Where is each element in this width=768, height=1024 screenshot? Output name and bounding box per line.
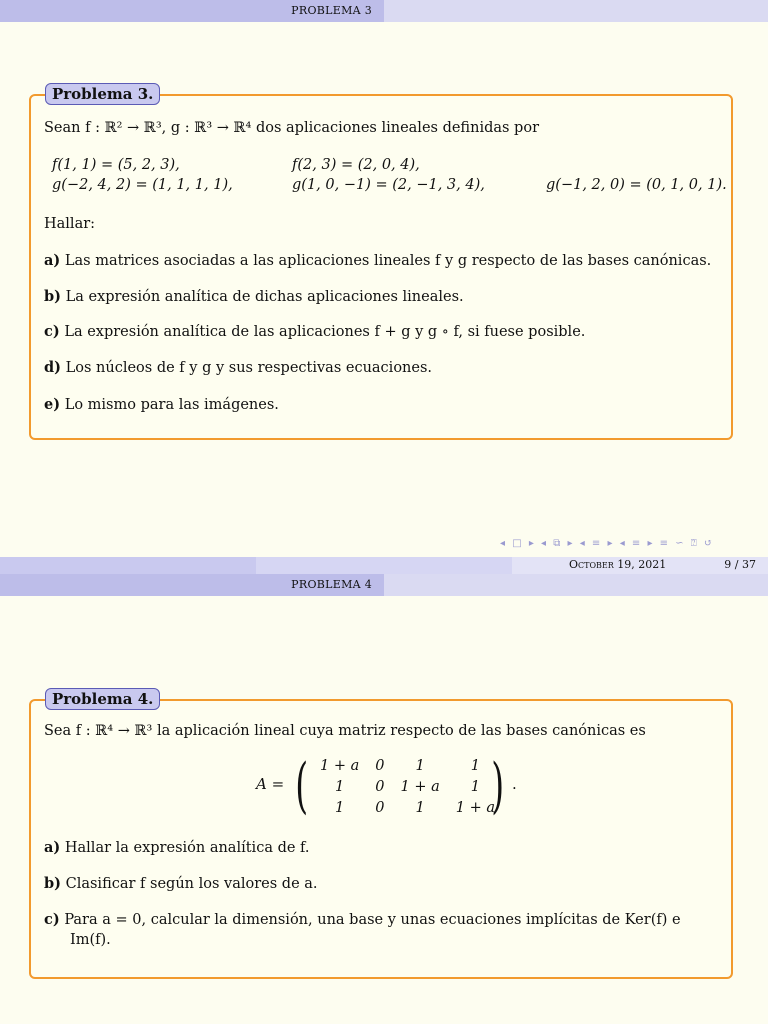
matrix-cell: 1 + a (400, 778, 440, 795)
slide-header (0, 0, 768, 22)
list-item (44, 323, 585, 340)
intro-text: Sean f : ℝ² → ℝ³, g : ℝ³ → ℝ⁴ dos aplicaciones lineales definidas por (44, 120, 540, 136)
slide-header (0, 574, 768, 596)
problem-box (29, 85, 733, 440)
matrix-cell: 1 (470, 757, 480, 774)
matrix-cell: 0 (375, 778, 385, 795)
item-label: b) (44, 288, 61, 305)
matrix-cell: 1 (415, 799, 425, 816)
hallar-label: Hallar: (44, 216, 96, 232)
list-item (44, 396, 279, 413)
matrix-cell: 0 (375, 799, 385, 816)
slide-footer (0, 557, 768, 574)
matrix-lhs: A = (256, 775, 285, 793)
item-text: La expresión analítica de las aplicaciones f + g y g ∘ f, si fuese posible. (64, 324, 586, 340)
item-text: Im(f). (70, 932, 111, 948)
page-number: 9 / 37 (724, 558, 756, 571)
matrix-cell: 1 (335, 778, 345, 795)
item-text: Los núcleos de f y g y sus respectivas ecuaciones. (65, 360, 433, 376)
list-item (44, 359, 432, 376)
matrix-cell: 1 (415, 757, 425, 774)
item-label: e) (44, 396, 61, 413)
matrix-cell: 1 + a (455, 799, 495, 816)
matrix-cell: 1 (470, 778, 480, 795)
item-label: d) (44, 359, 61, 376)
equation: f(1, 1) = (5, 2, 3), (52, 157, 180, 173)
item-text: Las matrices asociadas a las aplicaciones lineales f y g respecto de las bases canónicas. (64, 253, 712, 269)
item-text: Para a = 0, calcular la dimensión, una base y unas ecuaciones implícitas de Ker(f) e (64, 912, 681, 928)
item-text: Hallar la expresión analítica de f. (64, 840, 310, 856)
matrix-row (312, 776, 503, 797)
item-text: Lo mismo para las imágenes. (64, 397, 279, 413)
item-label: c) (44, 323, 60, 340)
matrix-end: . (512, 775, 517, 793)
equation: f(2, 3) = (2, 0, 4), (292, 157, 420, 173)
matrix-table (312, 751, 505, 821)
matrix-cell: 1 (335, 799, 345, 816)
list-item (44, 839, 310, 856)
right-paren: ) (491, 751, 505, 821)
list-item-continuation (70, 932, 111, 948)
item-label: c) (44, 911, 60, 928)
problem-title: Problema 4. (45, 688, 160, 710)
matrix-A (256, 753, 556, 823)
list-item (44, 911, 681, 928)
item-text: Clasificar f según los valores de a. (65, 876, 318, 892)
slide-problema-4 (0, 574, 768, 1024)
equation: g(1, 0, −1) = (2, −1, 3, 4), (292, 177, 485, 193)
item-label: a) (44, 252, 61, 269)
matrix-row (312, 797, 503, 818)
item-label: a) (44, 839, 61, 856)
footer-date: October 19, 2021 (569, 558, 667, 571)
section-title: PROBLEMA 4 (291, 578, 372, 591)
section-title: PROBLEMA 3 (291, 4, 372, 17)
item-text: La expresión analítica de dichas aplicaciones lineales. (65, 289, 464, 305)
intro-text: Sea f : ℝ⁴ → ℝ³ la aplicación lineal cuya matriz respecto de las bases canónicas es (44, 723, 646, 739)
equation: g(−1, 2, 0) = (0, 1, 0, 1). (546, 177, 727, 193)
equation: g(−2, 4, 2) = (1, 1, 1, 1), (52, 177, 233, 193)
problem-box (29, 690, 733, 979)
list-item (44, 288, 464, 305)
problem-title: Problema 3. (45, 83, 160, 105)
beamer-navigation-symbols[interactable]: ◂ □ ▸ ◂ ⧉ ▸ ◂ ≡ ▸ ◂ ≡ ▸ ≡ ∽ ⍰ ↺ (500, 538, 715, 549)
matrix-cell: 0 (375, 757, 385, 774)
matrix-cell: 1 + a (320, 757, 360, 774)
matrix-row (312, 755, 503, 776)
list-item (44, 252, 711, 269)
list-item (44, 875, 318, 892)
left-paren: ( (295, 751, 309, 821)
item-label: b) (44, 875, 61, 892)
